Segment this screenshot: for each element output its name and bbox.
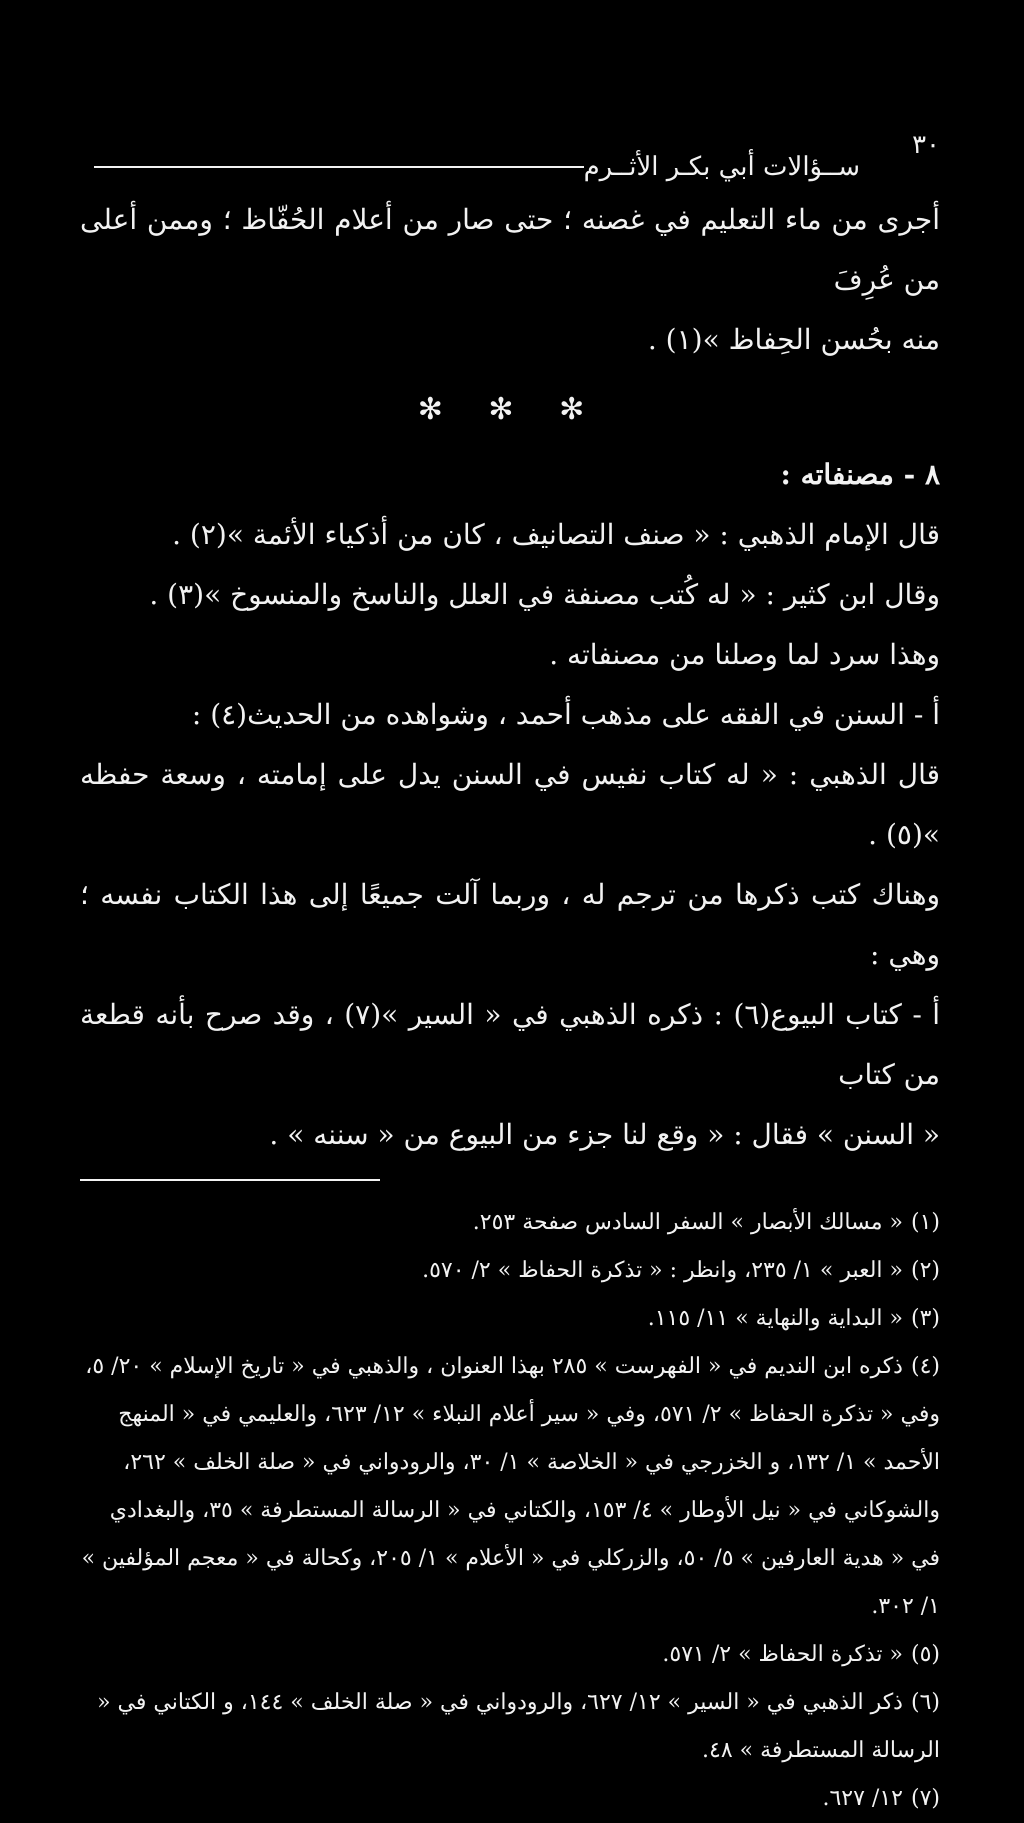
- body-line-2: وقال ابن كثير : « له كُتب مصنفة في العلل والناسخ والمنسوخ »(٣) .: [149, 578, 940, 611]
- body-line-6: وهناك كتب ذكرها من ترجم له ، وربما آلت جميعًا إلى هذا الكتاب نفسه ؛ وهي :: [80, 878, 940, 971]
- running-title: ســؤالات أبي بكـر الأثــرم: [583, 152, 860, 182]
- body-line-5: قال الذهبي : « له كتاب نفيس في السنن يدل على إمامته ، وسعة حفظه »(٥) .: [80, 758, 940, 851]
- book-page: [80, 130, 940, 1823]
- body-line-3: وهذا سرد لما وصلنا من مصنفاته .: [549, 638, 940, 671]
- section-separator-stars: ✻ ✻ ✻: [417, 392, 603, 427]
- footnote-3: [80, 1295, 940, 1343]
- footnote-1: [80, 1199, 940, 1247]
- header-divider: [94, 166, 584, 168]
- footnotes: [80, 1199, 940, 1823]
- footnote-6: [80, 1679, 940, 1775]
- footnote-text: « العبر » ١/ ٢٣٥، وانظر : « تذكرة الحفاظ » ٢/ ٥٧٠.: [422, 1258, 903, 1283]
- footnote-number: (١): [910, 1210, 940, 1235]
- header-rule: [80, 152, 860, 182]
- body-line-4: أ - السنن في الفقه على مذهب أحمد ، وشواهده من الحديث(٤) :: [191, 698, 940, 731]
- footnote-text: ذكره ابن النديم في « الفهرست » ٢٨٥ بهذا العنوان ، والذهبي في « تاريخ الإسلام » ٢٠/ ٥، وفي « تذكرة الحفاظ » ٢/ ٥٧١، وفي « سير أعلام النبلاء » ١٢/ ٦٢٣، والعليمي في « المنهج الأحمد » ١/ ١٣٢، و الخزرجي في « الخلاصة » ١/ ٣٠، والرودواني في « صلة الخلف » ٢٦٢، والشوكاني في « نيل الأوطار » ٤/ ١٥٣، والكتاني في « الرسالة المستطرفة » ٣٥، والبغدادي في « هدية العارفين » ٥/ ٥٠، والزركلي في « الأعلام » ١/ ٢٠٥، وكحالة في « معجم المؤلفين » ١/ ٣٠٢.: [81, 1354, 940, 1619]
- section-heading: ٨ - مصنفاته :: [780, 458, 940, 491]
- intro-line-2: منه بحُسن الحِفاظ »(١) .: [647, 323, 940, 356]
- body-line-8: « السنن » فقال : « وقع لنا جزء من البيوع من « سننه » .: [269, 1118, 940, 1151]
- intro-line-1: أجرى من ماء التعليم في غصنه ؛ حتى صار من أعلام الحُفّاظ ؛ وممن أعلى من عُرِفَ: [80, 203, 940, 296]
- footnote-number: (٤): [910, 1354, 940, 1379]
- footnote-number: (٦): [910, 1690, 940, 1715]
- footnote-text: « تذكرة الحفاظ » ٢/ ٥٧١.: [662, 1642, 903, 1667]
- footnote-text: ١٢/ ٦٢٧.: [822, 1786, 903, 1811]
- footnote-5: [80, 1631, 940, 1679]
- body-line-1: قال الإمام الذهبي : « صنف التصانيف ، كان من أذكياء الأئمة »(٢) .: [172, 518, 940, 551]
- footnote-2: [80, 1247, 940, 1295]
- page-number: ٣٠: [912, 130, 940, 160]
- body-line-7: أ - كتاب البيوع(٦) : ذكره الذهبي في « السير »(٧) ، وقد صرح بأنه قطعة من كتاب: [80, 998, 941, 1091]
- footnote-text: « مسالك الأبصار » السفر السادس صفحة ٢٥٣.: [472, 1210, 903, 1235]
- footnote-4: [80, 1343, 940, 1631]
- footnote-number: (٢): [910, 1258, 940, 1283]
- footnote-divider: [80, 1179, 380, 1181]
- footnote-text: ذكر الذهبي في « السير » ١٢/ ٦٢٧، والرودواني في « صلة الخلف » ١٤٤، و الكتاني في « الرسالة المستطرفة » ٤٨.: [97, 1690, 940, 1763]
- footnote-number: (٥): [910, 1642, 940, 1667]
- page-header: [80, 130, 940, 182]
- footnote-number: (٣): [910, 1306, 940, 1331]
- footnote-text: « البداية والنهاية » ١١/ ١١٥.: [647, 1306, 903, 1331]
- footnote-number: (٧): [910, 1786, 940, 1811]
- footnote-7: [80, 1775, 940, 1823]
